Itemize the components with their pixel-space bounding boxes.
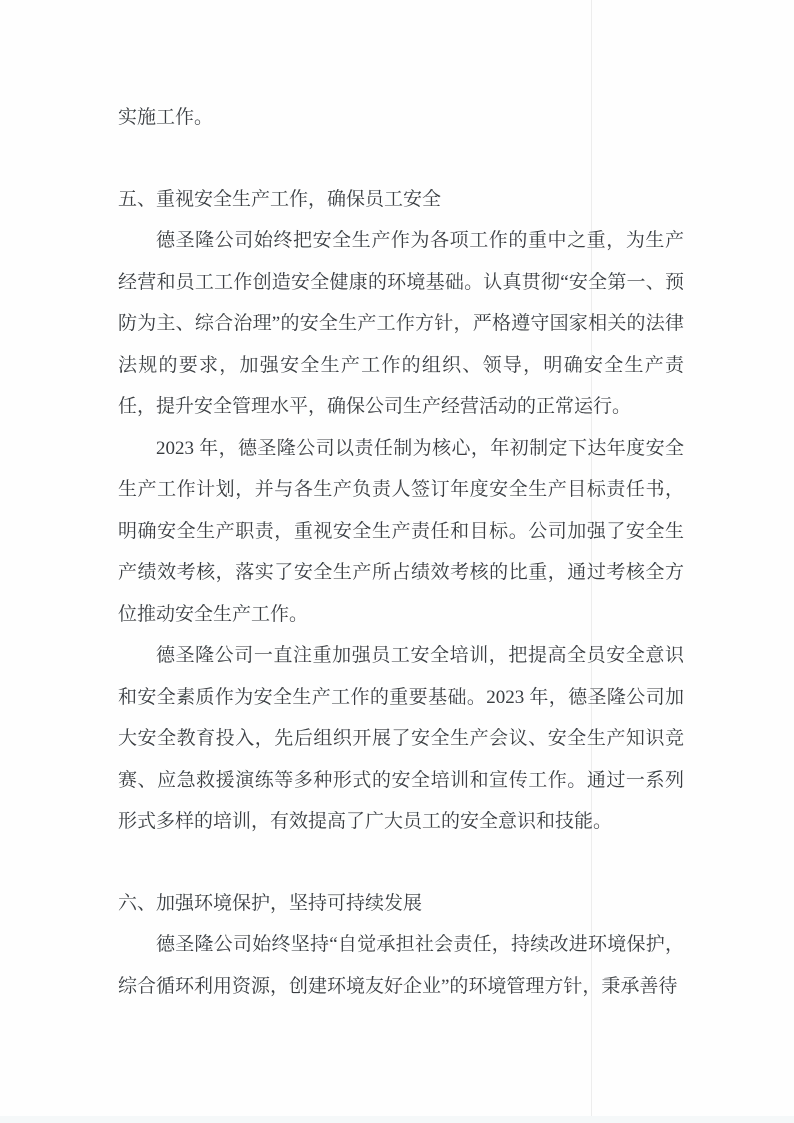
document-text	[118, 97, 684, 1007]
body-paragraph: 德圣隆公司一直注重加强员工安全培训，把提高全员安全意识和安全素质作为安全生产工作的重要基础。2023 年，德圣隆公司加大安全教育投入，先后组织开展了安全生产会议、安全生产知识竞赛、应急救援演练等多种形式的安全培训和宣传工作。通过一系列形式多样的培训，有效提高了广大员工的安全意识和技能。	[118, 645, 684, 832]
scan-artifact-bottom-edge	[0, 1116, 794, 1123]
body-paragraph: 2023 年，德圣隆公司以责任制为核心，年初制定下达年度安全生产工作计划，并与各生产负责人签订年度安全生产目标责任书，明确安全生产职责，重视安全生产责任和目标。公司加强了安全生产绩效考核，落实了安全生产所占绩效考核的比重，通过考核全方位推动安全生产工作。	[118, 437, 684, 625]
body-paragraph: 德圣隆公司始终坚持“自觉承担社会责任，持续改进环境保护，综合循环利用资源，创建环境友好企业”的环境管理方针，秉承善待	[118, 934, 684, 997]
section-heading-six: 六、加强环境保护，坚持可持续发展	[118, 892, 423, 914]
body-paragraph: 德圣隆公司始终把安全生产作为各项工作的重中之重，为生产经营和员工工作创造安全健康的环境基础。认真贯彻“安全第一、预防为主、综合治理”的安全生产工作方针，严格遵守国家相关的法律法规的要求，加强安全生产工作的组织、领导，明确安全生产责任，提升安全管理水平，确保公司生产经营活动的正常运行。	[118, 230, 684, 417]
section-heading-five: 五、重视安全生产工作，确保员工安全	[118, 188, 442, 210]
paragraph-continuation: 实施工作。	[118, 107, 214, 128]
